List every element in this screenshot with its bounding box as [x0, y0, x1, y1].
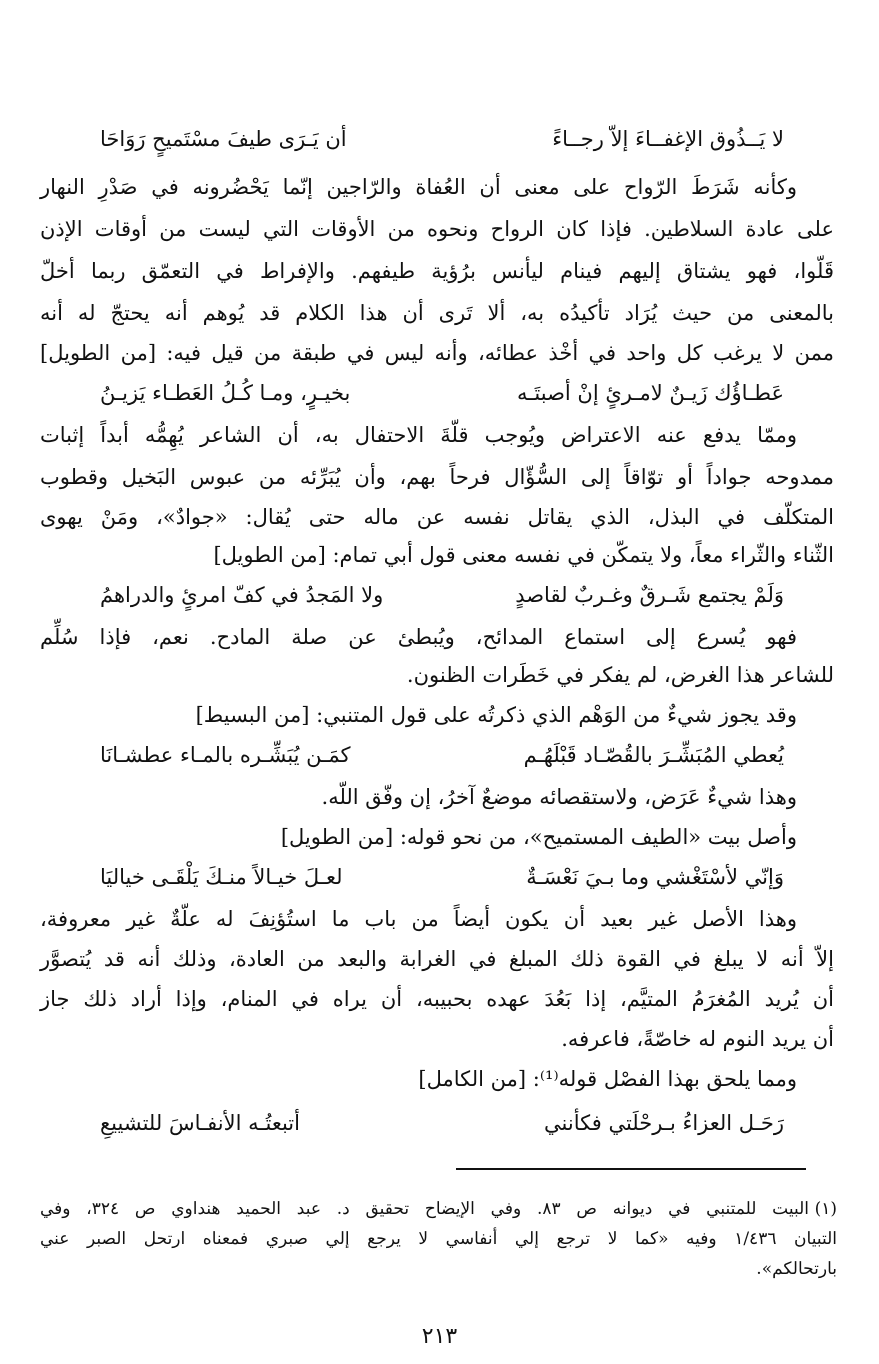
verse-first-hemistich: لا يَــذُوق الإغفــاءَ إلاّ رجــاءً: [552, 127, 784, 151]
body-line: أن يريد النوم له خاصّةً، فاعرفه.: [561, 1027, 834, 1051]
body-line: وممّا يدفع عنه الاعتراض ويُوجب قلّةَ الاحتفال به، أن الشاعر يُهِمُّه أبداً إثبات: [40, 423, 797, 447]
body-line: ممدوحه جواداً أو توّاقاً إلى السُّؤّال فرحاً بهم، وأن يُبَرِّئه من عبوس البَخيل وقطوب: [40, 465, 834, 489]
body-line: وأصل بيت «الطيف المستميح»، من نحو قوله: [من الطويل]: [280, 825, 797, 849]
footnote-separator: [456, 1168, 806, 1170]
verse-first-hemistich: وَلَمْ يجتمع شَـرقٌ وغـربٌ لقاصدٍ: [515, 583, 784, 607]
verse-second-hemistich: كمَـن يُبَشِّـره بالمـاء عطشـانَا: [100, 743, 351, 767]
body-line: الثّناء والثّراء معاً، ولا يتمكّن في نفسه معنى قول أبي تمام: [من الطويل]: [213, 543, 834, 567]
body-line: بالمعنى من حيث يُرَاد تأكيدُه به، ألا تَرى أن هذا الكلام قد يُوهم أنه يحتجّ له أنه: [40, 301, 834, 325]
verse-first-hemistich: عَطـاؤُك زَيـنٌ لامـرئٍ إنْ أصبتَـه: [517, 381, 784, 405]
body-line: ومما يلحق بهذا الفصْل قوله⁽¹⁾: [من الكامل]: [418, 1067, 797, 1091]
verse-second-hemistich: لعـلَ خيـالاً منـكَ يَلْقَـى خياليَا: [100, 865, 343, 889]
body-line: قَلّوا، فهو يشتاق إليهم فينام ليأنس برُؤية طيفهم. والإفراط في التعمّق ربما أخلّ: [40, 259, 834, 283]
body-line: أن يُريد المُغرَمُ المتيَّم، إذا بَعُدَ عهده بحبيبه، أن يراه في المنام، وإذا أراد ذلك جاز: [40, 987, 834, 1011]
verse-first-hemistich: يُعطي المُبَشِّـرَ بالقُصّـاد قَبْلَهُـم: [523, 743, 784, 767]
verse-second-hemistich: بخيـرٍ، ومـا كُـلُ العَطـاء يَزيـنُ: [100, 381, 351, 405]
body-line: على عادة السلاطين. فإذا كان الرواح ونحوه من الأوقات التي ليست من أوقات الإذن: [40, 217, 834, 241]
verse-first-hemistich: رَحَـل العزاءُ بـرحْلَتي فكأنني: [544, 1111, 784, 1135]
body-line: ممن لا يرغب كل واحد في أخْذ عطائه، وأنه ليس في طبقة من قيل فيه: [من الطويل]: [40, 341, 834, 365]
verse-line: [100, 376, 784, 410]
body-line: وهذا الأصل غير بعيد أن يكون أيضاً من باب ما استُؤنِفَ له علّةٌ غير معروفة،: [40, 907, 797, 931]
body-line: وقد يجوز شيءٌ من الوَهْم الذي ذكرتُه على قول المتنبي: [من البسيط]: [195, 703, 797, 727]
verse-line: [100, 860, 784, 894]
verse-second-hemistich: ولا المَجدُ في كفّ امرئٍ والدراهمُ: [100, 583, 384, 607]
footnote-line: بارتحالكم».: [756, 1259, 837, 1279]
body-line: وهذا شيءٌ عَرَض، ولاستقصائه موضعٌ آخرُ، إن وفّق اللّه.: [321, 785, 797, 809]
footnote-line: البيت للمتنبي في ديوانه ص ٨٣. وفي الإيضاح تحقيق د. عبد الحميد هنداوي ص ٣٢٤، وفي: [40, 1199, 809, 1219]
page-number: ٢١٣: [421, 1324, 458, 1349]
body-line: إلاّ أنه لا يبلغ في القوة ذلك المبلغ في الغرابة والبعد من العادة، وذلك أنه قد يُتصوَّر: [40, 947, 834, 971]
footnote-label: (١): [814, 1199, 837, 1219]
body-line: فهو يُسرع إلى استماع المدائح، ويُبطئ عن صلة المادح. نعم، فإذا سُلِّم: [40, 625, 797, 649]
body-line: وكأنه شَرَطَ الرّواح على معنى أن العُفاة والرّاجين إنّما يَحْضُرونه في صَدْرِ النهار: [40, 175, 797, 199]
verse-second-hemistich: أن يَـرَى طيفَ مسْتَميحٍ رَوَاحَا: [100, 127, 347, 151]
body-line: المتكلّف في البذل، الذي يقاتل نفسه عن ماله حتى يُقال: «جوادٌ»، ومَنْ يهوى: [40, 505, 834, 529]
footnote-line: التبيان ١/٤٣٦ وفيه «كما لا ترجع إلي أنفاسي لا يرجع إلي صبري فمعناه ارتحل الصبر عني: [40, 1229, 837, 1249]
verse-second-hemistich: أتبعتُـه الأنفـاسَ للتشييعِ: [100, 1111, 300, 1135]
verse-line: [100, 578, 784, 612]
verse-first-hemistich: وَإنّي لأسْتَغْشي وما بـيَ نَعْسَـةٌ: [526, 865, 784, 889]
body-line: للشاعر هذا الغرض، لم يفكر في خَطَرات الظنون.: [406, 663, 834, 687]
verse-line: [100, 122, 784, 156]
verse-line: [100, 738, 784, 772]
verse-line: [100, 1106, 784, 1140]
